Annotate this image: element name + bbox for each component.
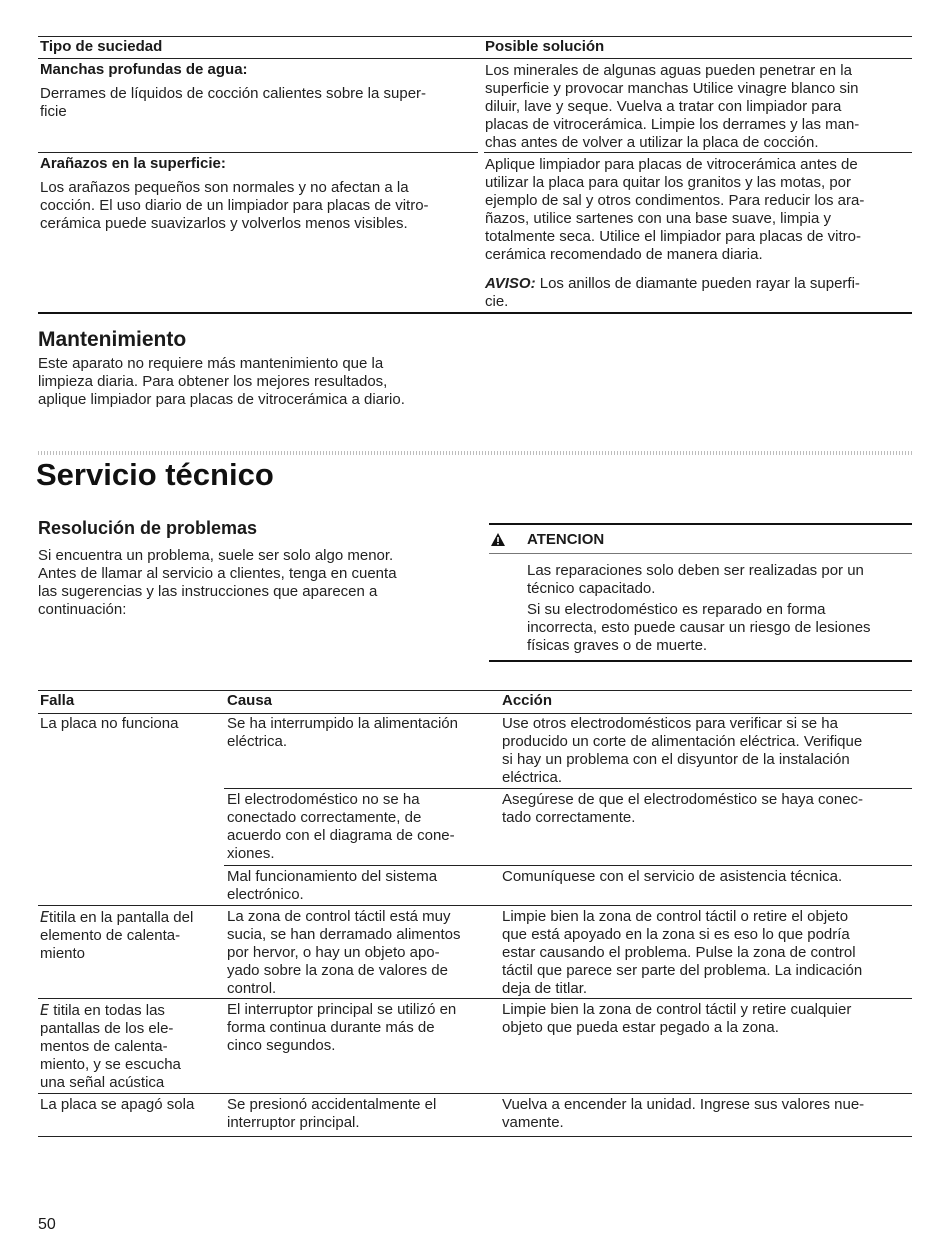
fault-row-6-accion: Vuelva a encender la unidad. Ingrese sus valores nue- vamente. — [502, 1096, 865, 1131]
maintenance-heading: Mantenimiento — [38, 328, 187, 351]
scratches-solution: Aplique limpiador para placas de vitrocerámica antes de utilizar la placa para quitar los granitos y las motas, por ejemplo de sal y otros condimentos. Para reducir los ara- ñazos, utilice sartenes con una base suave, limpia y totalmente seca. Utilice el limpiador para placas de vitro- cerámica recomendado de manera diaria. — [485, 156, 865, 263]
fault-row-2-causa: El electrodoméstico no se ha conectado correctamente, de acuerdo con el diagrama de cone- xiones. — [227, 791, 455, 862]
caution-title: ATENCION — [527, 531, 605, 548]
fault-header-causa: Causa — [227, 692, 273, 709]
caution-paragraph-2: Si su electrodoméstico es reparado en forma incorrecta, esto puede causar un riesgo de lesiones físicas graves o de muerte. — [527, 601, 871, 654]
caution-bottom-rule — [489, 660, 912, 662]
fault-row-3-accion: Comuníquese con el servicio de asistencia técnica. — [502, 868, 843, 885]
fault-row-5-rule — [38, 1093, 912, 1094]
fault-row-4-rule — [38, 998, 912, 999]
fault-row-2-rule — [224, 865, 912, 866]
fault-row-3-causa: Mal funcionamiento del sistema electrónico. — [227, 868, 438, 903]
water-stains-solution: Los minerales de algunas aguas pueden penetrar en la superficie y provocar manchas Utilice vinagre blanco sin diluir, lave y seque. Vuelva a tratar con limpiador para placas de vitrocerámica. Limpie los derrames y las man- chas antes de volver a utilizar la placa de cocción. — [485, 62, 860, 151]
fault-row-5-accion: Limpie bien la zona de control táctil y retire cualquier objeto que pueda estar pegado a la zona. — [502, 1001, 852, 1036]
fault-row-5-falla-text: titila en todas las pantallas de los ele- mentos de calenta- miento, y se escucha una señal acústica — [40, 1002, 181, 1091]
fault-row-1-falla: La placa no funciona — [40, 715, 179, 732]
fault-row-1-accion: Use otros electrodomésticos para verificar si se ha producido un corte de alimentación eléctrica. Verifique si hay un problema con el disyuntor de la instalación eléctrica. — [502, 715, 863, 786]
scratches-title: Arañazos en la superficie: — [40, 155, 226, 172]
cleaning-header-type: Tipo de suciedad — [40, 38, 163, 55]
fault-row-2-accion: Asegúrese de que el electrodoméstico se haya conec- tado correctamente. — [502, 791, 864, 826]
maintenance-text: Este aparato no requiere más mantenimiento que la limpieza diaria. Para obtener los mejores resultados, aplique limpiador para placas de vitrocerámica a diario. — [38, 355, 405, 408]
caution-title-rule — [489, 553, 912, 554]
fault-row-1-causa: Se ha interrumpido la alimentación eléctrica. — [227, 715, 458, 750]
caution-paragraph-1: Las reparaciones solo deben ser realizadas por un técnico capacitado. — [527, 562, 864, 597]
fault-row-4-falla — [40, 908, 225, 963]
fault-header-rule — [38, 713, 912, 714]
diamond-ring-notice — [485, 275, 910, 311]
water-stains-description: Derrames de líquidos de cocción calientes sobre la super- ficie — [40, 85, 427, 120]
troubleshooting-heading: Resolución de problemas — [38, 518, 258, 538]
notice-text: Los anillos de diamante pueden rayar la superfi- cie. — [485, 275, 860, 310]
warning-triangle-icon — [491, 533, 505, 546]
cleaning-header-rule — [38, 58, 912, 59]
fault-row-4-falla-text: titila en la pantalla del elemento de calenta- miento — [40, 909, 194, 962]
fault-table-bottom-rule — [38, 1136, 912, 1137]
fault-table-top-rule — [38, 690, 912, 691]
section-divider — [38, 451, 912, 455]
fault-row-6-causa: Se presionó accidentalmente el interruptor principal. — [227, 1096, 437, 1131]
fault-row-4-accion: Limpie bien la zona de control táctil o retire el objeto que está apoyado en la zona si es eso lo que podría estar causando el problema. Pulse la zona de control táctil que parece ser parte del problema. La indicación deja de titlar. — [502, 908, 863, 997]
cleaning-row1-rule-left — [38, 152, 478, 153]
cleaning-row1-rule-right — [484, 152, 912, 153]
fault-header-accion: Acción — [502, 692, 553, 709]
cleaning-table-bottom-rule — [38, 312, 912, 314]
fault-row-5-causa: El interruptor principal se utilizó en forma continua durante más de cinco segundos. — [227, 1001, 457, 1054]
fault-row-1-rule — [224, 788, 912, 789]
service-heading: Servicio técnico — [36, 457, 274, 492]
cleaning-header-solution: Posible solución — [485, 38, 605, 55]
fault-row-3-rule — [38, 905, 912, 906]
display-e-symbol: E — [40, 908, 50, 926]
page-number: 50 — [38, 1216, 56, 1233]
fault-header-falla: Falla — [40, 692, 75, 709]
scratches-description: Los arañazos pequeños son normales y no afectan a la cocción. El uso diario de un limpiador para placas de vitro- cerámica puede suavizarlos y volverlos menos visibles. — [40, 179, 429, 232]
display-e-symbol: E — [40, 1001, 50, 1019]
cleaning-table-top-rule — [38, 36, 912, 37]
troubleshooting-text: Si encuentra un problema, suele ser solo algo menor. Antes de llamar al servicio a clientes, tenga en cuenta las sugerencias y las instrucciones que aparecen a continuación: — [38, 547, 397, 618]
water-stains-title: Manchas profundas de agua: — [40, 61, 248, 78]
fault-row-4-causa: La zona de control táctil está muy sucia, se han derramado alimentos por hervor, o hay un objeto apo- yado sobre la zona de valores de control. — [227, 908, 461, 997]
fault-row-5-falla — [40, 1001, 225, 1092]
fault-row-6-falla: La placa se apagó sola — [40, 1096, 195, 1113]
caution-top-rule — [489, 523, 912, 525]
notice-label: AVISO: — [485, 275, 536, 292]
